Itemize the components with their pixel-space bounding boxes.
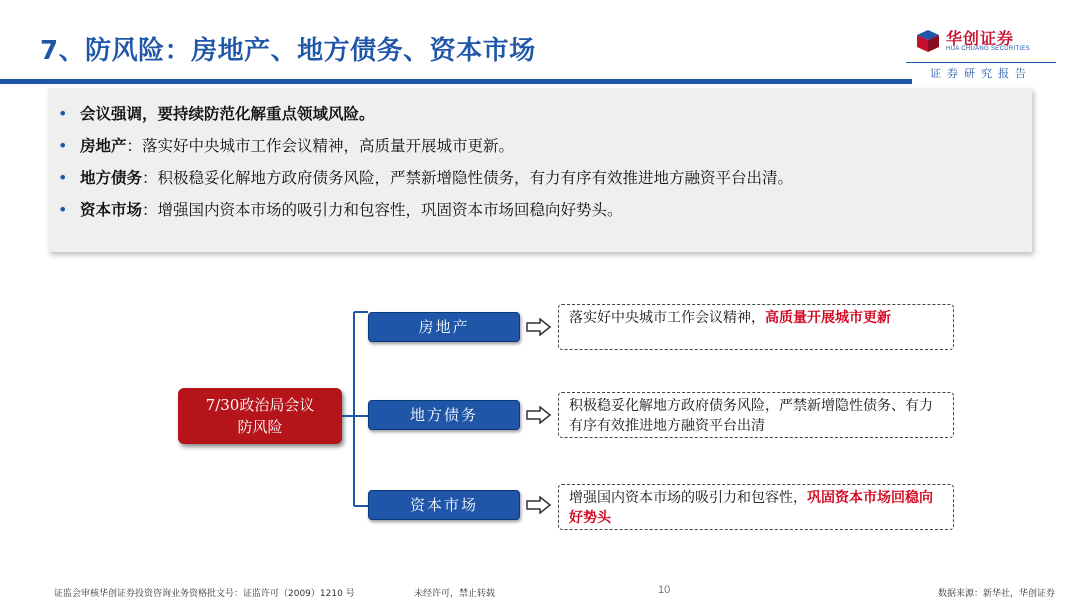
logo-name: 华创证券 <box>946 29 1015 48</box>
branch-category-real-estate: 房地产 <box>368 312 520 342</box>
branch-category-capital-market: 资本市场 <box>368 490 520 520</box>
page-number: 10 <box>658 584 671 596</box>
arrow-right-icon <box>526 406 552 424</box>
center-node-line2: 防风险 <box>237 418 283 436</box>
logo-subtitle: HUA CHUANG SECURITIES <box>946 46 1030 52</box>
summary-item: • 资本市场：增强国内资本市场的吸引力和包容性，巩固资本市场回稳向好势头。 <box>80 194 1032 226</box>
logo-tagline: 证券研究报告 <box>906 62 1056 81</box>
branch-detail-capital-market: 增强国内资本市场的吸引力和包容性，巩固资本市场回稳向好势头 <box>558 484 954 530</box>
company-logo <box>902 22 1062 82</box>
center-node-line1: 7/30政治局会议 <box>205 396 315 414</box>
branch-detail-real-estate: 落实好中央城市工作会议精神，高质量开展城市更新 <box>558 304 954 350</box>
logo-cube-icon <box>916 29 940 53</box>
footer-source: 数据来源：新华社，华创证券 <box>938 589 1056 599</box>
title-underline <box>0 79 912 84</box>
summary-panel <box>48 88 1032 252</box>
footer-license: 证监会审核华创证券投资咨询业务资格批文号：证监许可（2009）1210 号 <box>54 589 355 599</box>
summary-item: • 房地产：落实好中央城市工作会议精神，高质量开展城市更新。 <box>80 130 1032 162</box>
arrow-right-icon <box>526 496 552 514</box>
branch-category-local-debt: 地方债务 <box>368 400 520 430</box>
footer-notice: 未经许可，禁止转载 <box>414 589 496 599</box>
summary-item: • 地方债务：积极稳妥化解地方政府债务风险，严禁新增隐性债务，有力有序有效推进地方融资平台出清。 <box>80 162 1032 194</box>
summary-item: • 会议强调，要持续防范化解重点领域风险。 <box>80 98 1032 130</box>
page-title: 7、防风险：房地产、地方债务、资本市场 <box>40 36 536 66</box>
arrow-right-icon <box>526 318 552 336</box>
branch-detail-local-debt: 积极稳妥化解地方政府债务风险，严禁新增隐性债务、有力有序有效推进地方融资平台出清 <box>558 392 954 438</box>
center-node <box>178 388 342 444</box>
